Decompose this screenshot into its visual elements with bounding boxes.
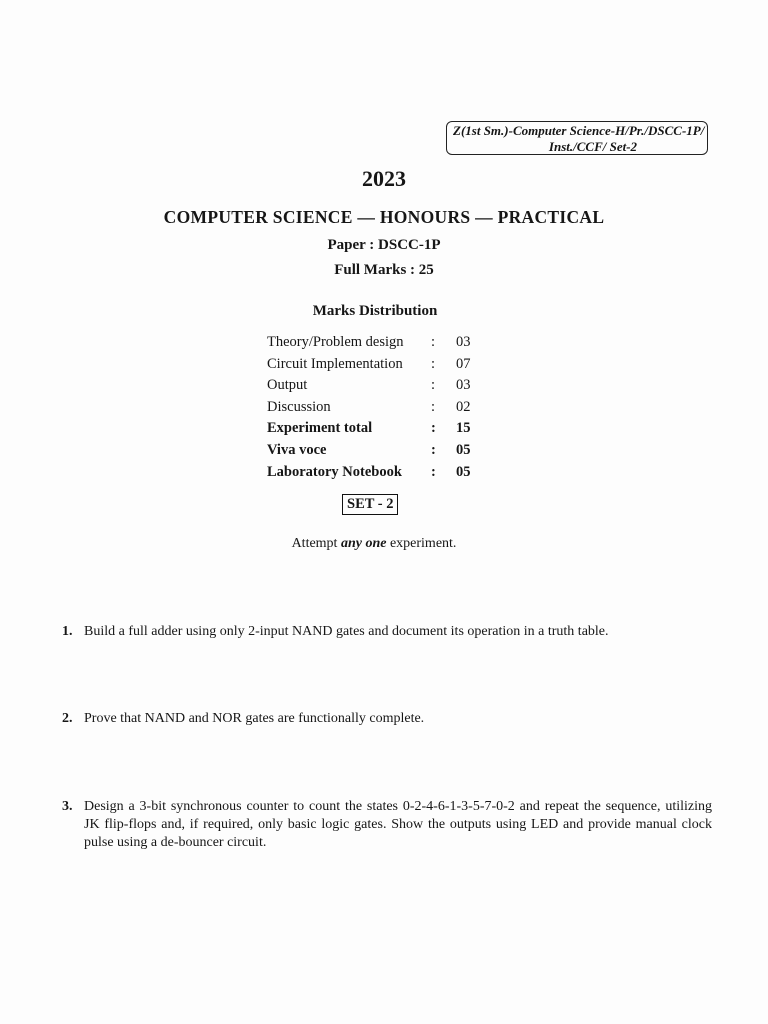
question-number: 1. xyxy=(62,624,73,639)
marks-row-label: Discussion xyxy=(267,398,331,415)
question-text: Design a 3-bit synchronous counter to count the states 0-2-4-6-1-3-5-7-0-2 and repeat the sequence, utilizing JK flip-flops and, if required, only basic logic gates. Show the outputs using LED and provide manual clock pulse using a de-bouncer circuit. xyxy=(84,799,712,850)
marks-row-value: 15 xyxy=(456,420,471,437)
marks-row-label: Theory/Problem design xyxy=(267,334,404,350)
marks-row-colon: : xyxy=(431,377,436,394)
question-text: Prove that NAND and NOR gates are functionally complete. xyxy=(84,711,425,726)
marks-row-value: 05 xyxy=(456,463,471,480)
instruction-prefix: Attempt xyxy=(291,536,341,551)
question-item xyxy=(62,623,712,641)
marks-row-label: Viva voce xyxy=(267,441,327,458)
full-marks: Full Marks : 25 xyxy=(334,262,434,278)
marks-distribution-heading: Marks Distribution xyxy=(312,303,438,319)
marks-row xyxy=(267,420,507,442)
marks-row-colon: : xyxy=(431,463,436,480)
question-number: 3. xyxy=(62,799,73,814)
marks-row xyxy=(267,442,507,464)
marks-row-colon: : xyxy=(431,441,436,458)
question-number: 2. xyxy=(62,711,73,726)
marks-row xyxy=(267,377,507,399)
marks-row-value: 03 xyxy=(456,377,471,394)
question-item xyxy=(62,710,712,728)
marks-row-colon: : xyxy=(431,334,436,350)
marks-row xyxy=(267,399,507,421)
marks-row-value: 02 xyxy=(456,398,471,415)
marks-distribution-table xyxy=(267,334,507,485)
paper-name: Paper : DSCC-1P xyxy=(327,237,441,253)
instruction xyxy=(0,536,748,552)
marks-row-label: Circuit Implementation xyxy=(267,355,403,372)
marks-row-value: 07 xyxy=(456,355,471,372)
marks-row-colon: : xyxy=(431,420,436,437)
exam-title: COMPUTER SCIENCE — HONOURS — PRACTICAL xyxy=(163,207,605,227)
marks-row-value: 03 xyxy=(456,334,471,350)
question-text: Build a full adder using only 2-input NAND gates and document its operation in a truth table. xyxy=(84,624,609,639)
question-item xyxy=(62,798,712,852)
marks-row xyxy=(267,334,507,356)
marks-row xyxy=(267,356,507,378)
instruction-emphasis: any one xyxy=(340,536,387,551)
paper-code-line-2: Inst./CCF/ Set-2 xyxy=(548,139,638,154)
marks-row xyxy=(267,464,507,486)
instruction-suffix: experiment. xyxy=(386,536,457,551)
paper-code-line-1: Z(1st Sm.)-Computer Science-H/Pr./DSCC-1P/ xyxy=(453,123,705,138)
marks-row-colon: : xyxy=(431,355,436,372)
exam-year: 2023 xyxy=(362,166,406,191)
marks-row-label: Laboratory Notebook xyxy=(267,463,402,480)
marks-row-label: Experiment total xyxy=(267,420,373,437)
marks-row-colon: : xyxy=(431,398,436,415)
paper-code-box xyxy=(446,121,708,155)
marks-row-value: 05 xyxy=(456,441,471,458)
marks-row-label: Output xyxy=(267,377,308,394)
set-label: SET - 2 xyxy=(342,494,398,515)
